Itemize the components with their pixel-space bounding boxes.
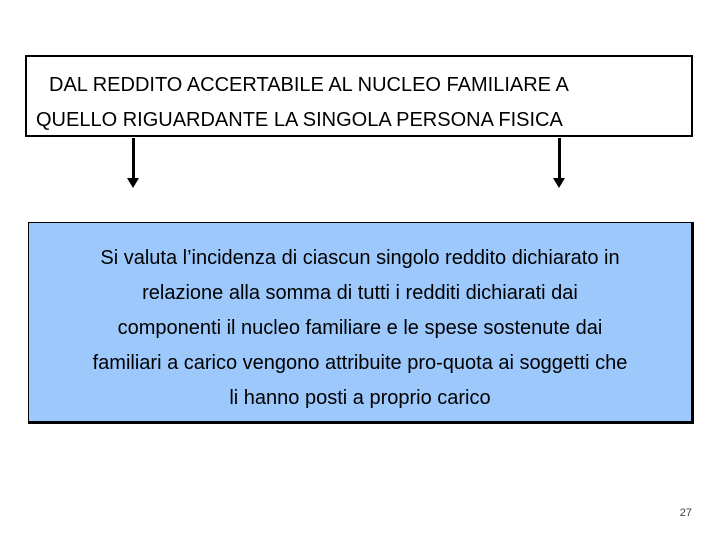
header-box	[25, 55, 693, 137]
info-line-1: Si valuta l’incidenza di ciascun singolo reddito dichiarato in	[100, 247, 620, 269]
page-number: 27	[679, 507, 692, 519]
info-box	[28, 222, 694, 424]
arrow-head	[553, 178, 565, 188]
info-line-3: componenti il nucleo familiare e le spese sostenute dai	[117, 317, 603, 339]
info-line-5: li hanno posti a proprio carico	[229, 387, 491, 409]
arrow-shaft	[132, 138, 135, 178]
arrow-head	[127, 178, 139, 188]
info-line-2: relazione alla somma di tutti i redditi dichiarati dai	[142, 282, 578, 304]
arrow-shaft	[558, 138, 561, 178]
header-line-2: QUELLO RIGUARDANTE LA SINGOLA PERSONA FISICA	[36, 109, 563, 131]
header-line-1: DAL REDDITO ACCERTABILE AL NUCLEO FAMILIARE A	[49, 74, 569, 96]
info-line-4: familiari a carico vengono attribuite pro-quota ai soggetti che	[92, 352, 628, 374]
